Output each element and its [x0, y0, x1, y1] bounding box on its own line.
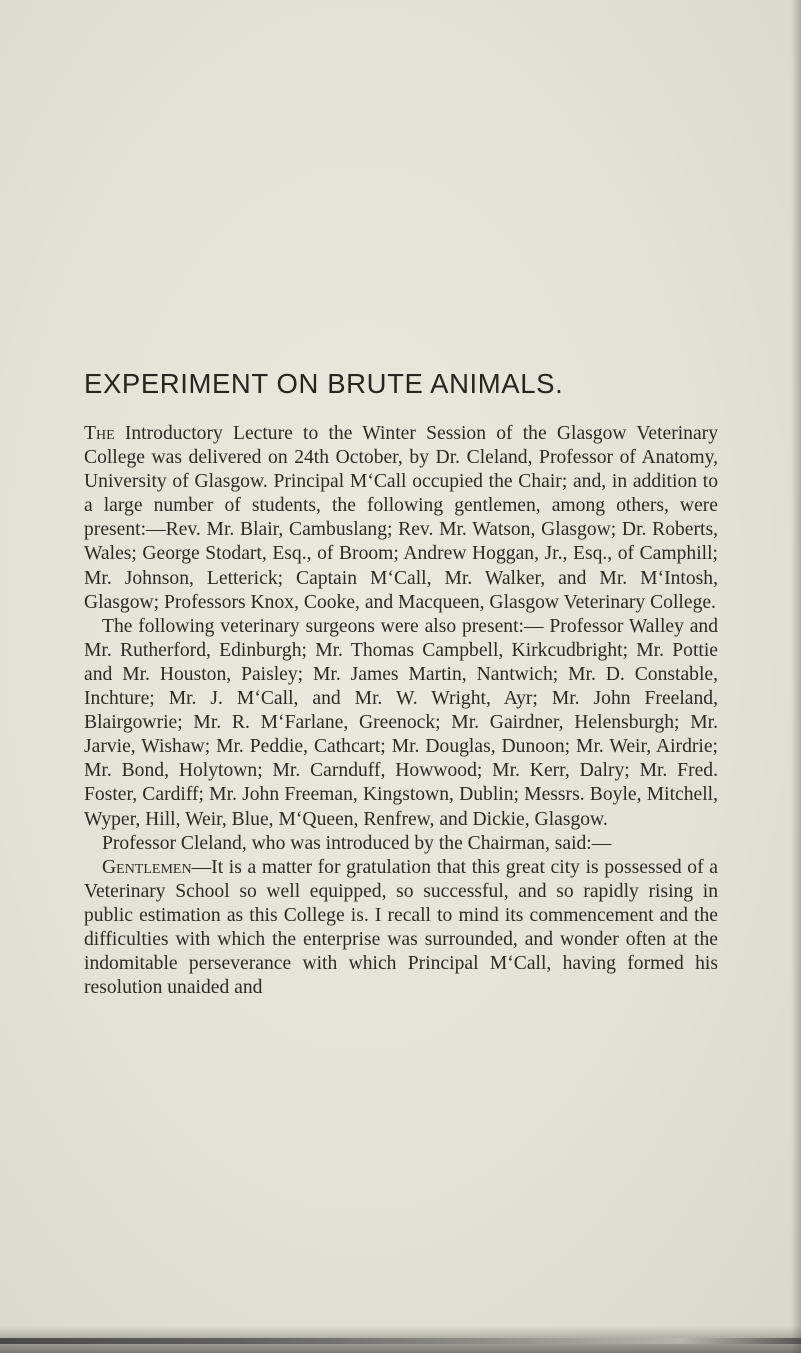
body-text [84, 422, 718, 1000]
paragraph-professor-introduction: Professor Cleland, who was introduced by the Chairman, said:— [102, 832, 612, 854]
page-edge-shadow [791, 0, 801, 1353]
paragraph-address [84, 856, 718, 1001]
paragraph-text: Introductory Lecture to the Winter Session of the Glasgow Veterinary College was delivered on 24th October, by Dr. Cleland, Professor of Anatomy, University of Glasgow. Principal M‘Call occupied the Chair; and, in addition to a large number of students, the following gentlemen, among others, were present:—Rev. Mr. Blair, Cambuslang; Rev. Mr. Watson, Glasgow; Dr. Roberts, Wales; George Stodart, Esq., of Broom; Andrew Hoggan, Jr., Esq., of Camphill; Mr. Johnson, Letterick; Captain M‘Call, Mr. Walker, and Mr. M‘Intosh, Glasgow; Professors Knox, Cooke, and Macqueen, Glasgow Veterinary College. [84, 423, 718, 613]
bottom-scan-edge [0, 1338, 801, 1344]
paragraph-veterinary-surgeons: The following veterinary surgeons were also present:— Professor Walley and Mr. Rutherford, Edinburgh; Mr. Thomas Campbell, Kirkcudbright; Mr. Pottie and Mr. Houston, Paisley; Mr. James Martin, Nantwich; Mr. D. Constable, Inchture; Mr. J. M‘Call, and Mr. W. Wright, Ayr; Mr. John Freeland, Blairgowrie; Mr. R. M‘Farlane, Greenock; Mr. Gairdner, Helensburgh; Mr. Jarvie, Wishaw; Mr. Peddie, Cathcart; Mr. Douglas, Dunoon; Mr. Weir, Airdrie; Mr. Bond, Holytown; Mr. Carnduff, Howwood; Mr. Kerr, Dalry; Mr. Fred. Foster, Cardiff; Mr. John Freeman, Kingstown, Dublin; Messrs. Boyle, Mitchell, Wyper, Hill, Weir, Blue, M‘Queen, Renfrew, and Dickie, Glasgow. [84, 615, 718, 830]
paragraph-introductory-lecture [84, 422, 718, 615]
chapter-heading: EXPERIMENT ON BRUTE ANIMALS. [84, 368, 564, 399]
paragraph-text: —It is a matter for gratulation that this great city is possessed of a Veterinary School so well equipped, so successful, and so rapidly rising in public estimation as this College is. I recall to mind its commencement and the difficulties with which the enterprise was surrounded, and wonder often at the indomitable perseverance with which Principal M‘Call, having formed his resolution unaided and [84, 856, 718, 999]
paragraph-lead-word: The [84, 423, 115, 444]
paragraph-lead-word: Gentlemen [102, 856, 192, 878]
